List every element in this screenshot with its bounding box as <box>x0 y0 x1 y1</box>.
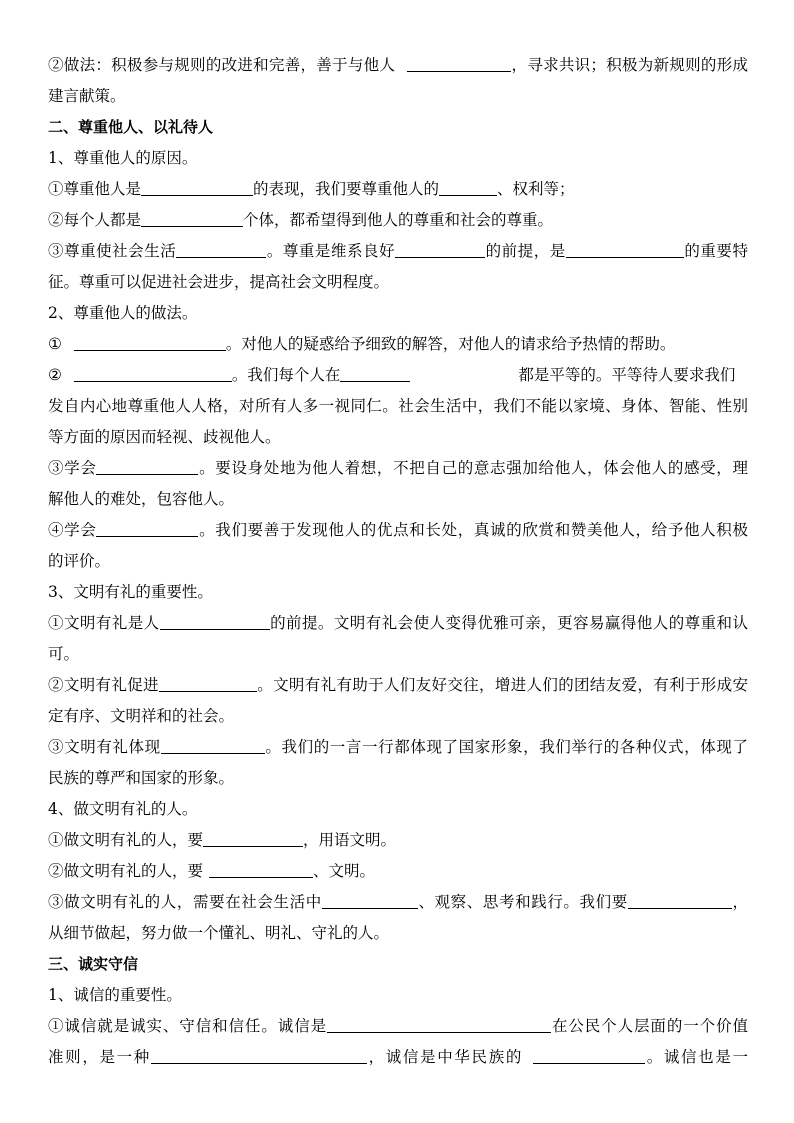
text-line: 准则，是一种 ，诚信是中华民族的 。诚信也是一 <box>48 1042 748 1073</box>
answer-blank[interactable] <box>395 239 485 258</box>
answer-blank[interactable] <box>209 859 313 878</box>
answer-blank[interactable] <box>159 673 257 692</box>
section-heading: 二、尊重他人、以礼待人 <box>48 118 214 136</box>
text-line: ③尊重使社会生活 。尊重是维系良好 的前提，是 的重要特 <box>48 236 748 267</box>
text-line: 可。 <box>48 645 80 663</box>
section-heading: 三、诚实守信 <box>48 955 139 973</box>
text-line: 解他人的难处，包容他人。 <box>48 490 235 508</box>
text-line: ②每个人都是 个体，都希望得到他人的尊重和社会的尊重。 <box>48 205 748 236</box>
text-line: 的评价。 <box>48 552 111 570</box>
text-line: 征。尊重可以促进社会进步，提高社会文明程度。 <box>48 273 390 291</box>
text-line: ②做法：积极参与规则的改进和完善，善于与他人 ，寻求共识；积极为新规则的形成 <box>48 50 748 81</box>
text-line: ①做文明有礼的人，要 ，用语文明。 <box>48 825 748 856</box>
text-line: ②文明有礼促进 。文明有礼有助于人们友好交往，增进人们的团结友爱，有利于形成安 <box>48 670 748 701</box>
text-line: ①尊重他人是 的表现，我们要尊重他人的 、权利等； <box>48 174 748 205</box>
subheading: 1、诚信的重要性。 <box>48 986 182 1004</box>
answer-blank[interactable] <box>327 1014 551 1033</box>
answer-blank[interactable] <box>141 177 253 196</box>
text-line: ① 。对他人的疑惑给予细致的解答，对他人的请求给予热情的帮助。 <box>48 329 748 360</box>
subheading: 2、尊重他人的做法。 <box>48 304 198 322</box>
text-line: ①诚信就是诚实、守信和信任。诚信是 在公民个人层面的一个价值 <box>48 1011 748 1042</box>
text-line: 从细节做起，努力做一个懂礼、明礼、守礼的人。 <box>48 924 390 942</box>
text-line: 民族的尊严和国家的形象。 <box>48 769 235 787</box>
answer-blank[interactable] <box>322 890 418 909</box>
text-line: 定有序、文明祥和的社会。 <box>48 707 235 725</box>
text-line: 发自内心地尊重他人人格，对所有人多一视同仁。社会生活中，我们不能以家境、身体、智能、性别 <box>48 397 748 415</box>
text-line: ② 。我们每个人在 都是平等的。平等待人要求我们 <box>48 360 748 391</box>
text-line: ③学会 。要设身处地为他人着想，不把自己的意志强加给他人，体会他人的感受，理 <box>48 453 748 484</box>
answer-blank[interactable] <box>96 456 198 475</box>
answer-blank[interactable] <box>407 53 511 72</box>
subheading: 3、文明有礼的重要性。 <box>48 583 213 601</box>
answer-blank[interactable] <box>628 890 732 909</box>
answer-blank[interactable] <box>176 239 266 258</box>
text-line: ④学会 。我们要善于发现他人的优点和长处，真诚的欣赏和赞美他人，给予他人积极 <box>48 515 748 546</box>
text-line: 建言献策。 <box>48 87 126 105</box>
text-line: ②做文明有礼的人，要 、文明。 <box>48 856 748 887</box>
answer-blank[interactable] <box>203 828 303 847</box>
answer-blank[interactable] <box>96 518 198 537</box>
text-line: ③做文明有礼的人，需要在社会生活中 、观察、思考和践行。我们要 ， <box>48 887 748 918</box>
answer-blank[interactable] <box>160 611 270 630</box>
answer-blank[interactable] <box>161 735 265 754</box>
answer-blank[interactable] <box>74 363 232 382</box>
answer-blank[interactable] <box>74 332 226 351</box>
text-line: ①文明有礼是人 的前提。文明有礼会使人变得优雅可亲，更容易赢得他人的尊重和认 <box>48 608 748 639</box>
subheading: 1、尊重他人的原因。 <box>48 149 198 167</box>
answer-blank[interactable] <box>533 1045 645 1064</box>
text-line: 等方面的原因而轻视、歧视他人。 <box>48 428 281 446</box>
answer-blank[interactable] <box>340 363 410 382</box>
document-page <box>48 50 748 1073</box>
answer-blank[interactable] <box>151 1045 367 1064</box>
subheading: 4、做文明有礼的人。 <box>48 800 198 818</box>
answer-blank[interactable] <box>141 208 243 227</box>
answer-blank[interactable] <box>566 239 684 258</box>
answer-blank[interactable] <box>439 177 497 196</box>
text-line: ③文明有礼体现 。我们的一言一行都体现了国家形象，我们举行的各种仪式，体现了 <box>48 732 748 763</box>
